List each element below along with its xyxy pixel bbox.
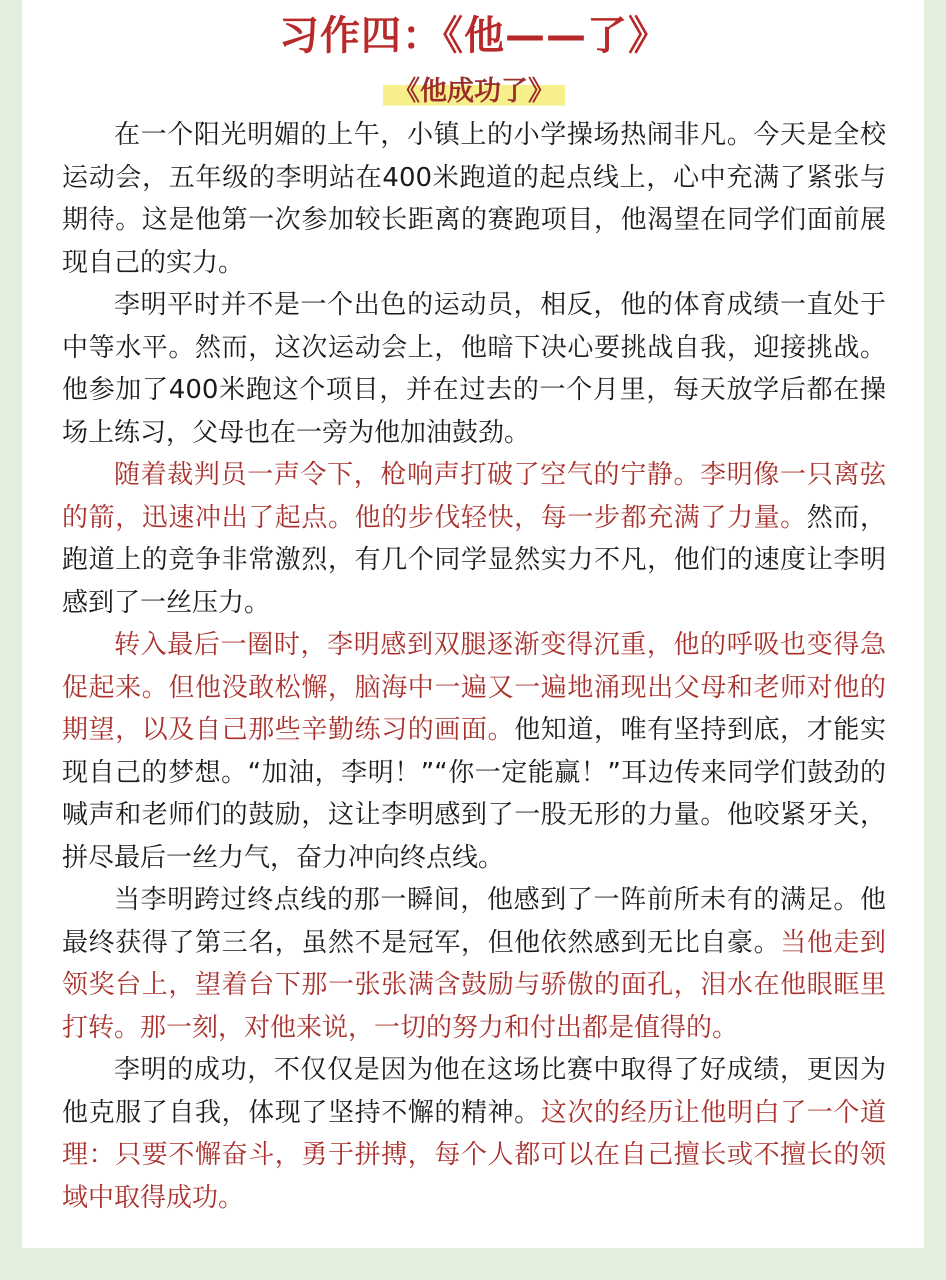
subtitle-wrap (62, 74, 886, 110)
essay-subtitle: 《他成功了》 (383, 74, 565, 110)
essay-page (22, 0, 924, 1248)
paragraph-6 (62, 1049, 886, 1219)
paragraph-3 (62, 454, 886, 624)
text-segment: 当李明跨过终点线的那一瞬间，他感到了一阵前所未有的满足。他最终获得了第三名，虽然不是冠军，但他依然感到无比自豪。 (62, 885, 886, 958)
paragraph-2 (62, 284, 886, 454)
paragraph-5 (62, 879, 886, 1049)
paragraph-1 (62, 114, 886, 284)
highlighted-text-segment: 随着裁判员一声令下，枪响声打破了空气的宁静。李明像一只离弦的箭，迅速冲出了起点。他的步伐轻快，每一步都充满了力量。 (62, 460, 886, 533)
highlighted-text-segment: 当他走到领奖台上，望着台下那一张张满含鼓励与骄傲的面孔，泪水在他眼眶里打转。那一刻，对他来说，一切的努力和付出都是值得的。 (62, 927, 886, 1043)
text-segment: 李明的成功，不仅仅是因为他在这场比赛中取得了好成绩，更因为他克服了自我，体现了坚持不懈的精神。 (62, 1055, 886, 1128)
highlighted-text-segment: 转入最后一圈时，李明感到双腿逐渐变得沉重，他的呼吸也变得急促起来。但他没敢松懈，脑海中一遍又一遍地涌现出父母和老师对他的期望，以及自己那些辛勤练习的画面。 (62, 630, 886, 745)
text-segment: 李明平时并不是一个出色的运动员，相反，他的体育成绩一直处于中等水平。然而，这次运动会上，他暗下决心要挑战自我，迎接挑战。他参加了400米跑这个项目，并在过去的一个月里，每天放学后都在操场上练习，父母也在一旁为他加油鼓劲。 (62, 290, 886, 448)
page-title: 习作四：《他——了》 (279, 13, 669, 59)
text-segment: 然而，跑道上的竞争非常激烈，有几个同学显然实力不凡，他们的速度让李明感到了一丝压力。 (62, 502, 886, 618)
text-segment: 在一个阳光明媚的上午，小镇上的小学操场热闹非凡。今天是全校运动会，五年级的李明站在400米跑道的起点线上，心中充满了紧张与期待。这是他第一次参加较长距离的赛跑项目，他渴望在同学们面前展现自己的实力。 (62, 120, 886, 278)
highlighted-text-segment: 这次的经历让他明白了一个道理：只要不懈奋斗，勇于拼搏，每个人都可以在自己擅长或不擅长的领域中取得成功。 (62, 1097, 886, 1213)
paragraph-4 (62, 624, 886, 879)
text-segment: 他知道，唯有坚持到底，才能实现自己的梦想。“加油，李明！”“你一定能赢！”耳边传来同学们鼓劲的喊声和老师们的鼓励，这让李明感到了一股无形的力量。他咬紧牙关，拼尽最后一丝力气，奋力冲向终点线。 (62, 715, 886, 873)
